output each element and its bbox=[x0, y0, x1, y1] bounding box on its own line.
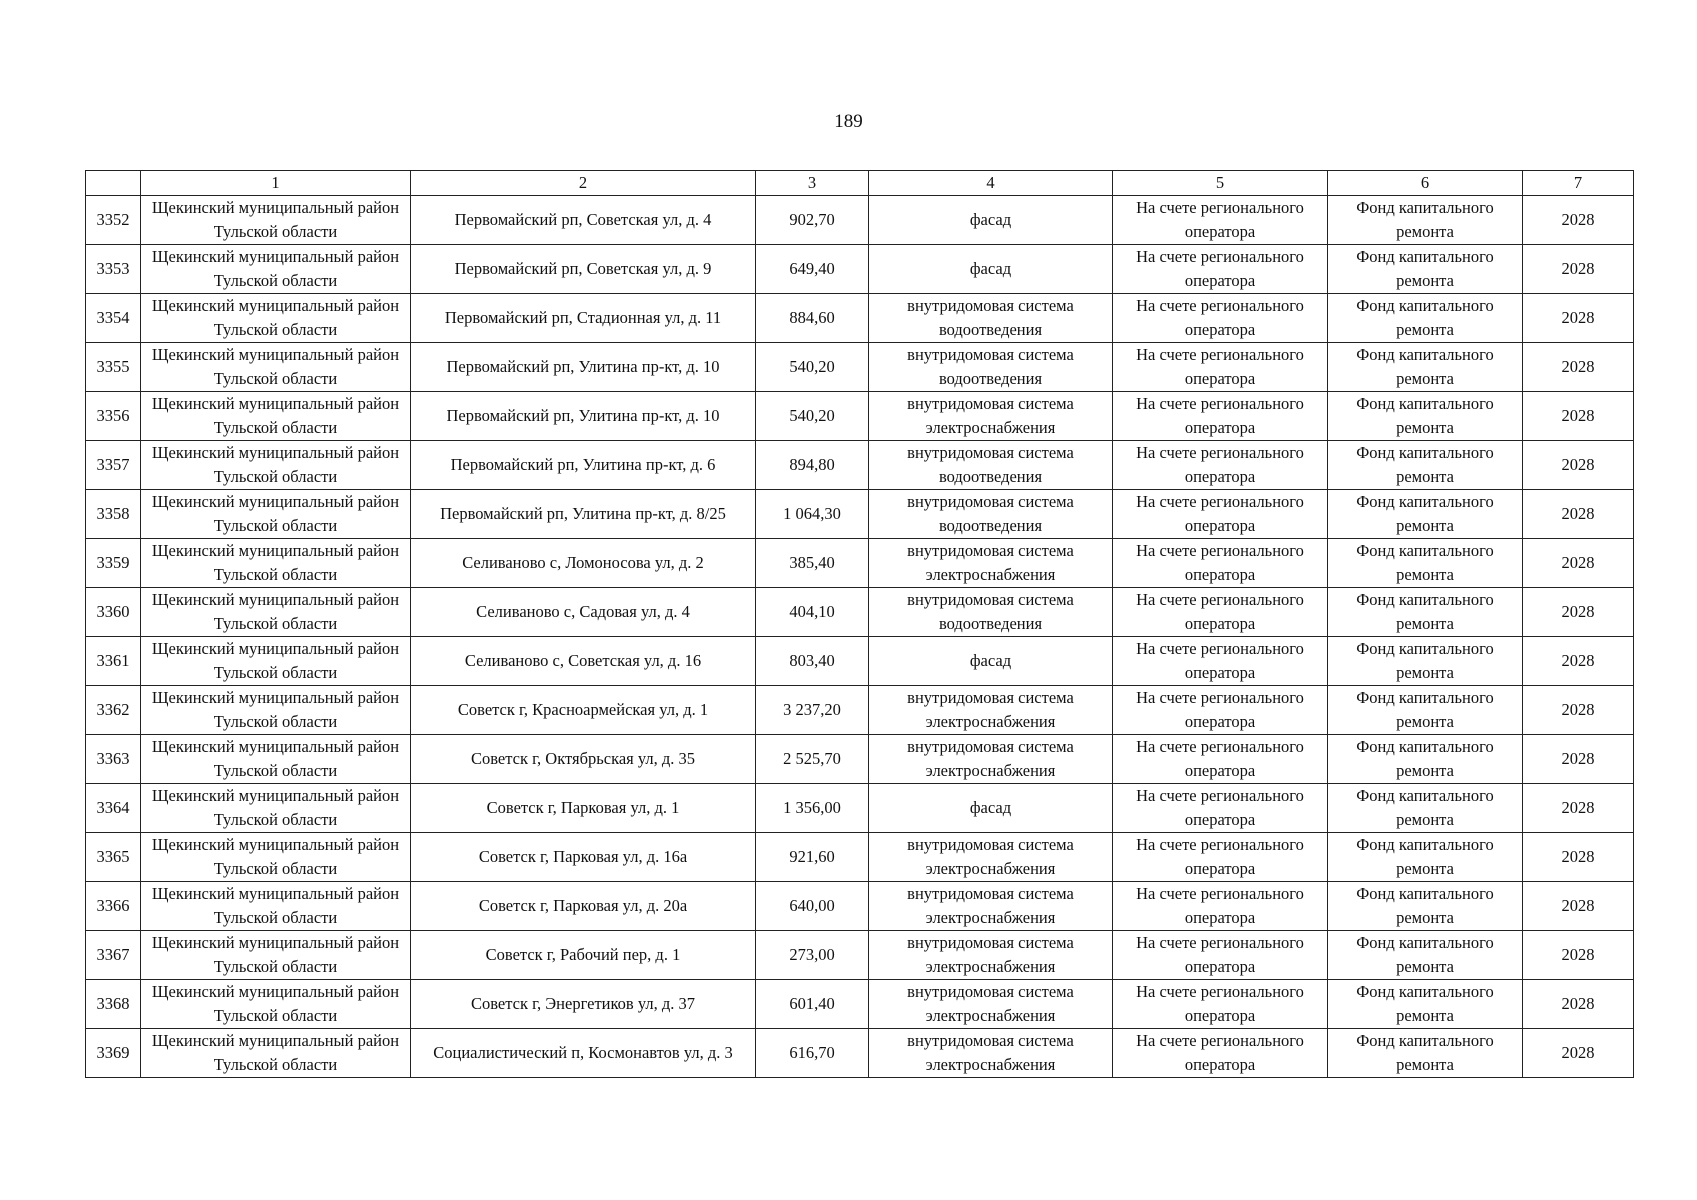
work-type-cell: внутридомовая система водоотведения bbox=[869, 294, 1113, 343]
fund-account-cell: На счете регионального оператора bbox=[1113, 931, 1328, 980]
funding-source-cell: Фонд капитального ремонта bbox=[1328, 1029, 1523, 1078]
work-type-cell: внутридомовая система электроснабжения bbox=[869, 686, 1113, 735]
municipality-cell: Щекинский муниципальный район Тульской области bbox=[141, 196, 411, 245]
area-cell: 902,70 bbox=[756, 196, 869, 245]
fund-account-cell: На счете регионального оператора bbox=[1113, 686, 1328, 735]
funding-source-cell: Фонд капитального ремонта bbox=[1328, 588, 1523, 637]
area-cell: 540,20 bbox=[756, 343, 869, 392]
fund-account-cell: На счете регионального оператора bbox=[1113, 441, 1328, 490]
fund-account-cell: На счете регионального оператора bbox=[1113, 735, 1328, 784]
funding-source-cell: Фонд капитального ремонта bbox=[1328, 245, 1523, 294]
municipality-cell: Щекинский муниципальный район Тульской области bbox=[141, 686, 411, 735]
address-cell: Селиваново с, Ломоносова ул, д. 2 bbox=[411, 539, 756, 588]
funding-source-cell: Фонд капитального ремонта bbox=[1328, 931, 1523, 980]
funding-source-cell: Фонд капитального ремонта bbox=[1328, 539, 1523, 588]
address-cell: Первомайский рп, Советская ул, д. 4 bbox=[411, 196, 756, 245]
municipality-cell: Щекинский муниципальный район Тульской области bbox=[141, 1029, 411, 1078]
address-cell: Первомайский рп, Улитина пр-кт, д. 10 bbox=[411, 392, 756, 441]
address-cell: Советск г, Энергетиков ул, д. 37 bbox=[411, 980, 756, 1029]
fund-account-cell: На счете регионального оператора bbox=[1113, 637, 1328, 686]
municipality-cell: Щекинский муниципальный район Тульской области bbox=[141, 784, 411, 833]
municipality-cell: Щекинский муниципальный район Тульской области bbox=[141, 490, 411, 539]
address-cell: Советск г, Парковая ул, д. 20а bbox=[411, 882, 756, 931]
work-type-cell: внутридомовая система электроснабжения bbox=[869, 392, 1113, 441]
row-number-cell: 3360 bbox=[86, 588, 141, 637]
funding-source-cell: Фонд капитального ремонта bbox=[1328, 980, 1523, 1029]
address-cell: Первомайский рп, Советская ул, д. 9 bbox=[411, 245, 756, 294]
year-cell: 2028 bbox=[1523, 784, 1634, 833]
year-cell: 2028 bbox=[1523, 294, 1634, 343]
funding-source-cell: Фонд капитального ремонта bbox=[1328, 637, 1523, 686]
fund-account-cell: На счете регионального оператора bbox=[1113, 833, 1328, 882]
year-cell: 2028 bbox=[1523, 833, 1634, 882]
area-cell: 649,40 bbox=[756, 245, 869, 294]
table-row bbox=[86, 392, 1634, 441]
work-type-cell: внутридомовая система электроснабжения bbox=[869, 980, 1113, 1029]
municipality-cell: Щекинский муниципальный район Тульской области bbox=[141, 735, 411, 784]
fund-account-cell: На счете регионального оператора bbox=[1113, 588, 1328, 637]
table-row bbox=[86, 784, 1634, 833]
work-type-cell: внутридомовая система электроснабжения bbox=[869, 539, 1113, 588]
work-type-cell: внутридомовая система водоотведения bbox=[869, 343, 1113, 392]
funding-source-cell: Фонд капитального ремонта bbox=[1328, 490, 1523, 539]
municipality-cell: Щекинский муниципальный район Тульской области bbox=[141, 882, 411, 931]
address-cell: Первомайский рп, Улитина пр-кт, д. 10 bbox=[411, 343, 756, 392]
year-cell: 2028 bbox=[1523, 343, 1634, 392]
funding-source-cell: Фонд капитального ремонта bbox=[1328, 196, 1523, 245]
header-cell: 1 bbox=[141, 171, 411, 196]
row-number-cell: 3365 bbox=[86, 833, 141, 882]
fund-account-cell: На счете регионального оператора bbox=[1113, 539, 1328, 588]
funding-source-cell: Фонд капитального ремонта bbox=[1328, 392, 1523, 441]
fund-account-cell: На счете регионального оператора bbox=[1113, 882, 1328, 931]
row-number-cell: 3358 bbox=[86, 490, 141, 539]
row-number-cell: 3362 bbox=[86, 686, 141, 735]
address-cell: Советск г, Красноармейская ул, д. 1 bbox=[411, 686, 756, 735]
work-type-cell: внутридомовая система электроснабжения bbox=[869, 882, 1113, 931]
table-row bbox=[86, 294, 1634, 343]
year-cell: 2028 bbox=[1523, 637, 1634, 686]
row-number-cell: 3359 bbox=[86, 539, 141, 588]
funding-source-cell: Фонд капитального ремонта bbox=[1328, 686, 1523, 735]
municipality-cell: Щекинский муниципальный район Тульской области bbox=[141, 441, 411, 490]
header-cell: 5 bbox=[1113, 171, 1328, 196]
row-number-cell: 3367 bbox=[86, 931, 141, 980]
work-type-cell: внутридомовая система электроснабжения bbox=[869, 735, 1113, 784]
municipality-cell: Щекинский муниципальный район Тульской области bbox=[141, 343, 411, 392]
fund-account-cell: На счете регионального оператора bbox=[1113, 196, 1328, 245]
address-cell: Первомайский рп, Улитина пр-кт, д. 8/25 bbox=[411, 490, 756, 539]
table-row bbox=[86, 931, 1634, 980]
address-cell: Селиваново с, Советская ул, д. 16 bbox=[411, 637, 756, 686]
row-number-cell: 3356 bbox=[86, 392, 141, 441]
row-number-cell: 3353 bbox=[86, 245, 141, 294]
funding-source-cell: Фонд капитального ремонта bbox=[1328, 882, 1523, 931]
table-row bbox=[86, 735, 1634, 784]
funding-source-cell: Фонд капитального ремонта bbox=[1328, 833, 1523, 882]
table-row bbox=[86, 441, 1634, 490]
municipality-cell: Щекинский муниципальный район Тульской области bbox=[141, 245, 411, 294]
fund-account-cell: На счете регионального оператора bbox=[1113, 343, 1328, 392]
area-cell: 2 525,70 bbox=[756, 735, 869, 784]
funding-source-cell: Фонд капитального ремонта bbox=[1328, 343, 1523, 392]
year-cell: 2028 bbox=[1523, 539, 1634, 588]
year-cell: 2028 bbox=[1523, 196, 1634, 245]
address-cell: Социалистический п, Космонавтов ул, д. 3 bbox=[411, 1029, 756, 1078]
address-cell: Советск г, Октябрьская ул, д. 35 bbox=[411, 735, 756, 784]
work-type-cell: фасад bbox=[869, 784, 1113, 833]
municipality-cell: Щекинский муниципальный район Тульской области bbox=[141, 980, 411, 1029]
fund-account-cell: На счете регионального оператора bbox=[1113, 980, 1328, 1029]
area-cell: 921,60 bbox=[756, 833, 869, 882]
area-cell: 540,20 bbox=[756, 392, 869, 441]
year-cell: 2028 bbox=[1523, 1029, 1634, 1078]
header-cell bbox=[86, 171, 141, 196]
municipality-cell: Щекинский муниципальный район Тульской области bbox=[141, 392, 411, 441]
column-number-header-row bbox=[86, 171, 1634, 196]
fund-account-cell: На счете регионального оператора bbox=[1113, 392, 1328, 441]
address-cell: Советск г, Рабочий пер, д. 1 bbox=[411, 931, 756, 980]
address-cell: Первомайский рп, Стадионная ул, д. 11 bbox=[411, 294, 756, 343]
work-type-cell: внутридомовая система электроснабжения bbox=[869, 833, 1113, 882]
work-type-cell: фасад bbox=[869, 196, 1113, 245]
year-cell: 2028 bbox=[1523, 980, 1634, 1029]
capital-repair-table bbox=[85, 170, 1634, 1078]
row-number-cell: 3369 bbox=[86, 1029, 141, 1078]
funding-source-cell: Фонд капитального ремонта bbox=[1328, 735, 1523, 784]
row-number-cell: 3361 bbox=[86, 637, 141, 686]
funding-source-cell: Фонд капитального ремонта bbox=[1328, 441, 1523, 490]
area-cell: 404,10 bbox=[756, 588, 869, 637]
area-cell: 894,80 bbox=[756, 441, 869, 490]
area-cell: 884,60 bbox=[756, 294, 869, 343]
municipality-cell: Щекинский муниципальный район Тульской области bbox=[141, 294, 411, 343]
table-row bbox=[86, 1029, 1634, 1078]
table-row bbox=[86, 490, 1634, 539]
year-cell: 2028 bbox=[1523, 882, 1634, 931]
year-cell: 2028 bbox=[1523, 735, 1634, 784]
table-row bbox=[86, 686, 1634, 735]
address-cell: Селиваново с, Садовая ул, д. 4 bbox=[411, 588, 756, 637]
page-number: 189 bbox=[834, 111, 863, 132]
row-number-cell: 3352 bbox=[86, 196, 141, 245]
table-row bbox=[86, 637, 1634, 686]
area-cell: 3 237,20 bbox=[756, 686, 869, 735]
municipality-cell: Щекинский муниципальный район Тульской области bbox=[141, 833, 411, 882]
work-type-cell: фасад bbox=[869, 245, 1113, 294]
year-cell: 2028 bbox=[1523, 490, 1634, 539]
header-cell: 4 bbox=[869, 171, 1113, 196]
row-number-cell: 3366 bbox=[86, 882, 141, 931]
address-cell: Советск г, Парковая ул, д. 16а bbox=[411, 833, 756, 882]
work-type-cell: внутридомовая система водоотведения bbox=[869, 588, 1113, 637]
row-number-cell: 3364 bbox=[86, 784, 141, 833]
row-number-cell: 3355 bbox=[86, 343, 141, 392]
fund-account-cell: На счете регионального оператора bbox=[1113, 784, 1328, 833]
area-cell: 273,00 bbox=[756, 931, 869, 980]
fund-account-cell: На счете регионального оператора bbox=[1113, 294, 1328, 343]
table-row bbox=[86, 882, 1634, 931]
work-type-cell: внутридомовая система водоотведения bbox=[869, 490, 1113, 539]
fund-account-cell: На счете регионального оператора bbox=[1113, 490, 1328, 539]
fund-account-cell: На счете регионального оператора bbox=[1113, 1029, 1328, 1078]
municipality-cell: Щекинский муниципальный район Тульской области bbox=[141, 588, 411, 637]
municipality-cell: Щекинский муниципальный район Тульской области bbox=[141, 637, 411, 686]
header-cell: 2 bbox=[411, 171, 756, 196]
work-type-cell: внутридомовая система водоотведения bbox=[869, 441, 1113, 490]
year-cell: 2028 bbox=[1523, 931, 1634, 980]
header-cell: 6 bbox=[1328, 171, 1523, 196]
area-cell: 803,40 bbox=[756, 637, 869, 686]
table-row bbox=[86, 196, 1634, 245]
work-type-cell: внутридомовая система электроснабжения bbox=[869, 1029, 1113, 1078]
header-cell: 3 bbox=[756, 171, 869, 196]
table-row bbox=[86, 245, 1634, 294]
year-cell: 2028 bbox=[1523, 686, 1634, 735]
work-type-cell: фасад bbox=[869, 637, 1113, 686]
fund-account-cell: На счете регионального оператора bbox=[1113, 245, 1328, 294]
table-row bbox=[86, 539, 1634, 588]
municipality-cell: Щекинский муниципальный район Тульской области bbox=[141, 539, 411, 588]
area-cell: 616,70 bbox=[756, 1029, 869, 1078]
row-number-cell: 3368 bbox=[86, 980, 141, 1029]
area-cell: 385,40 bbox=[756, 539, 869, 588]
row-number-cell: 3354 bbox=[86, 294, 141, 343]
header-cell: 7 bbox=[1523, 171, 1634, 196]
area-cell: 1 356,00 bbox=[756, 784, 869, 833]
row-number-cell: 3357 bbox=[86, 441, 141, 490]
table-row bbox=[86, 588, 1634, 637]
table-row bbox=[86, 343, 1634, 392]
row-number-cell: 3363 bbox=[86, 735, 141, 784]
work-type-cell: внутридомовая система электроснабжения bbox=[869, 931, 1113, 980]
year-cell: 2028 bbox=[1523, 441, 1634, 490]
municipality-cell: Щекинский муниципальный район Тульской области bbox=[141, 931, 411, 980]
address-cell: Первомайский рп, Улитина пр-кт, д. 6 bbox=[411, 441, 756, 490]
table-row bbox=[86, 980, 1634, 1029]
area-cell: 601,40 bbox=[756, 980, 869, 1029]
year-cell: 2028 bbox=[1523, 588, 1634, 637]
funding-source-cell: Фонд капитального ремонта bbox=[1328, 784, 1523, 833]
area-cell: 1 064,30 bbox=[756, 490, 869, 539]
area-cell: 640,00 bbox=[756, 882, 869, 931]
address-cell: Советск г, Парковая ул, д. 1 bbox=[411, 784, 756, 833]
table-row bbox=[86, 833, 1634, 882]
funding-source-cell: Фонд капитального ремонта bbox=[1328, 294, 1523, 343]
year-cell: 2028 bbox=[1523, 392, 1634, 441]
year-cell: 2028 bbox=[1523, 245, 1634, 294]
